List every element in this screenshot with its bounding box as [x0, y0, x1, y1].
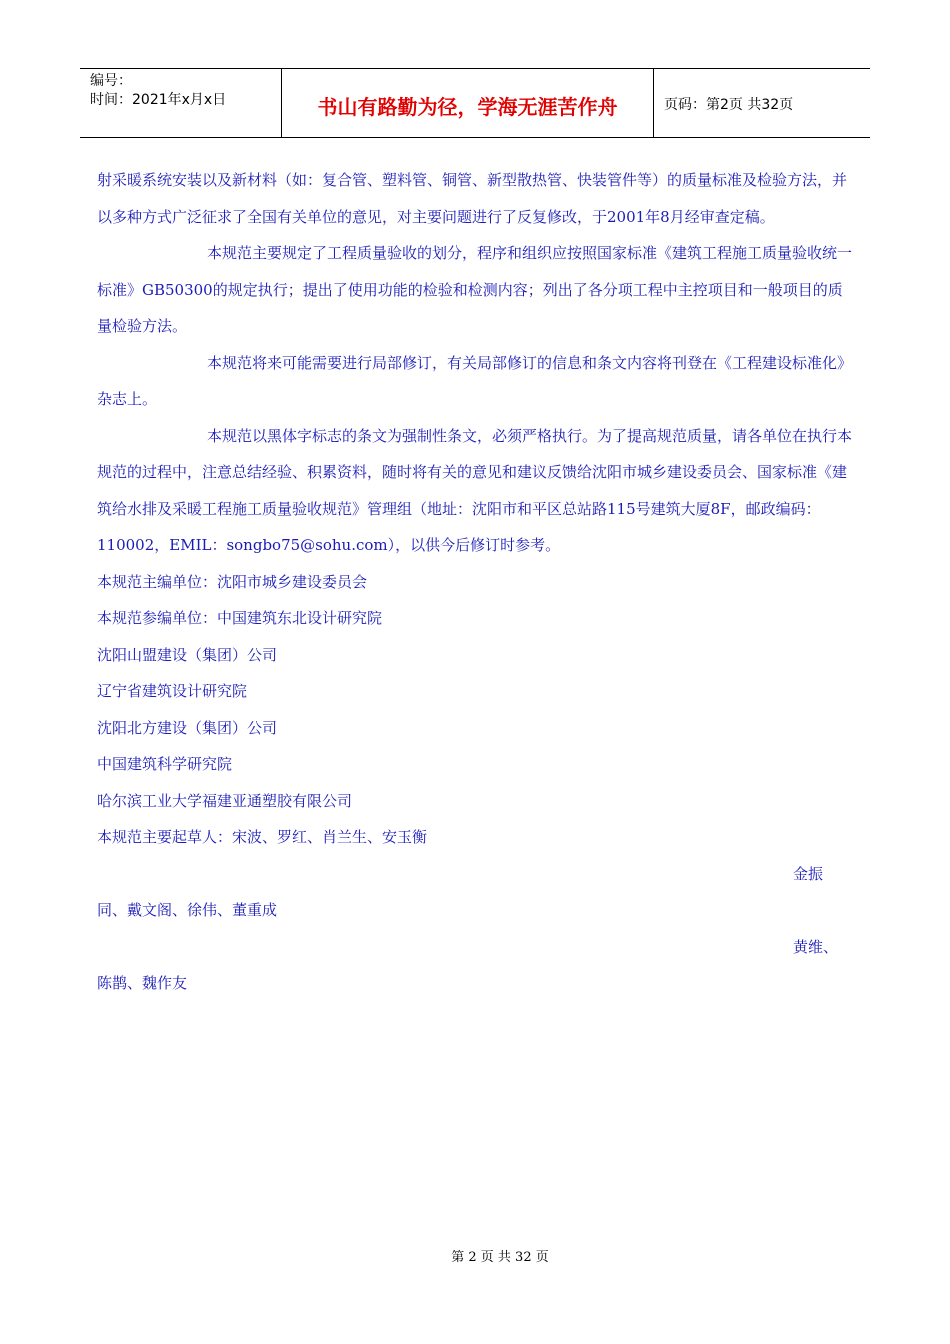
participating-unit-item: 哈尔滨工业大学福建亚通塑胶有限公司 — [97, 791, 353, 810]
paragraph-intro-continued: 射采暖系统安装以及新材料（如：复合管、塑料管、铜管、新型散热管、快装管件等）的质量标准及检验方法，并以多种方式广泛征求了全国有关单位的意见，对主要问题进行了反复修改，于2001年8月经审查定稿。 — [97, 171, 848, 226]
document-number: 编号： — [90, 73, 132, 89]
chief-editor-unit: 本规范主编单位：沈阳市城乡建设委员会 — [97, 572, 368, 591]
paragraph-scope: 本规范主要规定了工程质量验收的划分，程序和组织应按照国家标准《建筑工程施工质量验收统一标准》GB50300的规定执行；提出了使用功能的检验和检测内容；列出了各分项工程中主控项目和一般项目的质量检验方法。 — [97, 244, 853, 335]
header-motto: 书山有路勤为径，学海无涯苦作舟 — [282, 69, 654, 137]
participating-unit-item: 沈阳山盟建设（集团）公司 — [97, 645, 278, 664]
header-meta — [80, 69, 282, 137]
page-header — [80, 68, 870, 138]
paragraph-revision: 本规范将来可能需要进行局部修订，有关局部修订的信息和条文内容将刊登在《工程建设标准化》杂志上。 — [97, 353, 853, 408]
page-footer: 第 2 页 共 32 页 — [451, 1250, 549, 1265]
participating-unit-item: 沈阳北方建设（集团）公司 — [97, 718, 278, 737]
drafter-name-fragment: 金振 — [793, 864, 824, 883]
document-body — [97, 162, 857, 1002]
drafter-names-line: 同、戴文阁、徐伟、董重成 — [97, 901, 278, 919]
document-date: 时间：2021年x月x日 — [90, 92, 227, 108]
participating-unit-item: 中国建筑科学研究院 — [97, 755, 233, 773]
participating-unit-item: 辽宁省建筑设计研究院 — [97, 682, 248, 700]
drafter-names-line: 陈鹊、魏作友 — [97, 974, 188, 992]
header-page-info: 页码：第2页 共32页 — [664, 97, 794, 113]
participating-unit: 本规范参编单位：中国建筑东北设计研究院 — [97, 609, 383, 627]
paragraph-mandatory: 本规范以黑体字标志的条文为强制性条文，必须严格执行。为了提高规范质量，请各单位在执行本规范的过程中，注意总结经验、积累资料，随时将有关的意见和建议反馈给沈阳市城乡建设委员会、国家标准《建筑给水排及采暖工程施工质量验收规范》管理组（地址：沈阳市和平区总站路115号建筑大厦8F，邮政编码：110002，EMIL：songbo75@sohu.com），以供今后修订时参考。 — [97, 426, 853, 554]
drafter-name-fragment: 黄维、 — [793, 937, 839, 956]
main-drafters: 本规范主要起草人：宋波、罗红、肖兰生、安玉衡 — [97, 828, 428, 846]
